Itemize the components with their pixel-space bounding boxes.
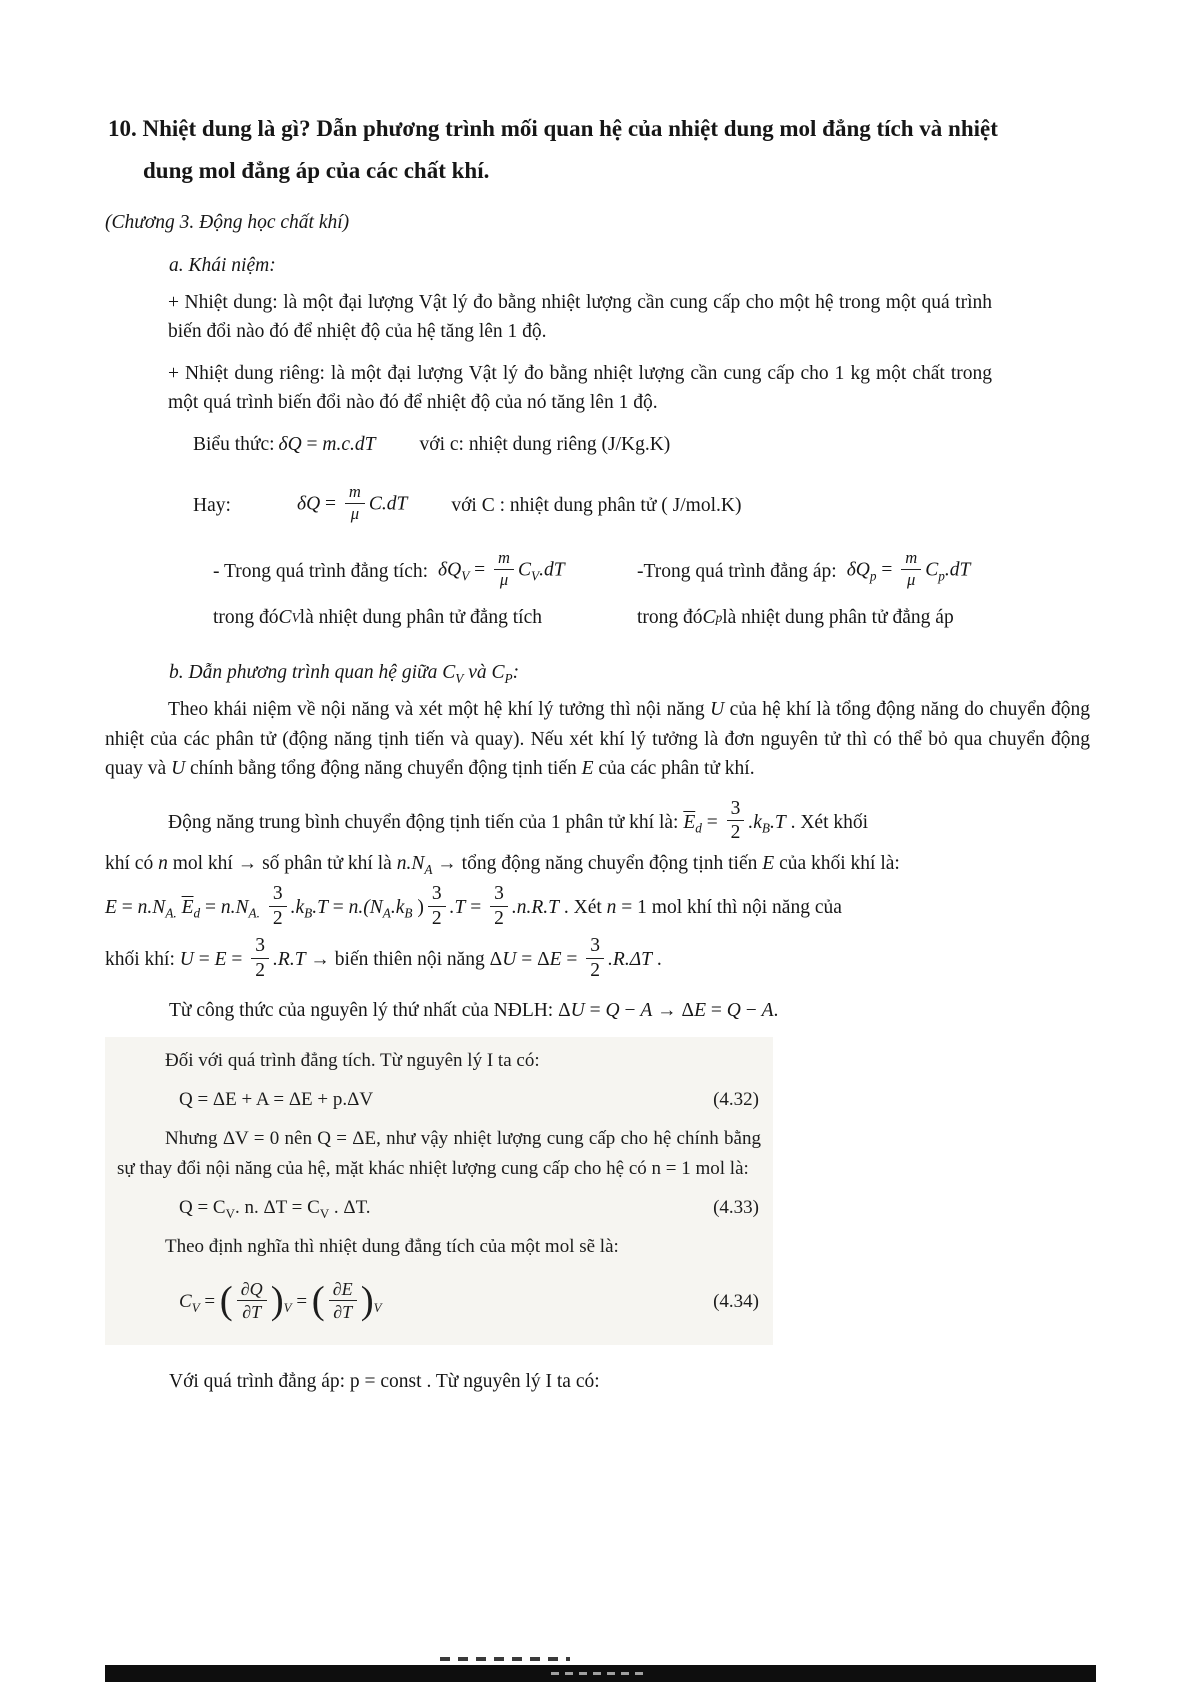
- formula-notes-row: [213, 603, 1090, 632]
- equation-4-32: Q = ΔE + A = ΔE + p.ΔV: [179, 1089, 374, 1111]
- chapter-note: (Chương 3. Động học chất khí): [105, 212, 350, 233]
- formula-isobaric: [637, 547, 1090, 591]
- formula-note-isobaric: trong đó C p là nhiệt dung phân tử đẳng áp: [637, 607, 954, 628]
- equation-number-4-32: (4.32): [713, 1089, 759, 1111]
- formula-isobaric-label: -Trong quá trình đẳng áp:: [637, 560, 837, 582]
- formula-bieu-thuc-math: δQ = m.c.dT: [278, 434, 376, 455]
- formula-isochoric-math: $\delta Q_V$ = $\frac{m}{\mu}$ $C_V.dT$: [438, 547, 565, 589]
- equation-number-4-34: (4.34): [713, 1291, 759, 1313]
- formula-hay-row: [193, 481, 1090, 529]
- isochoric-paragraph: Nhưng ΔV = 0 nên Q = ΔE, như vậy nhiệt lượng cung cấp cho hệ chính bằng sự thay đổi nội năng của hệ, mặt khác nhiệt lượng cung cấp cho hệ có n = 1 mol là:: [117, 1128, 761, 1180]
- question-title: 10. Nhiệt dung là gì? Dẫn phương trình mối quan hệ của nhiệt dung mol đẳng tích và nhiệt dung mol đẳng áp của các chất khí.: [108, 116, 998, 183]
- formula-isobaric-math: $\delta Q_p$ = $\frac{m}{\mu}$ $C_p.dT$: [846, 547, 971, 589]
- definition-nhiet-dung-rieng: + Nhiệt dung riêng: là một đại lượng Vật lý đo bằng nhiệt lượng cần cung cấp cho 1 kg một chất trong một quá trình biến đổi nào đó để nhiệt độ của nó tăng lên 1 độ.: [168, 363, 992, 413]
- formula-isochoric-isobaric-row: [213, 547, 1090, 595]
- formula-hay-math: δQ = $\frac{m}{\mu}$ C.dT: [297, 481, 408, 523]
- formula-bieu-thuc-row: [193, 430, 1090, 459]
- equation-4-33: $Q = C_V$. n. $\Delta T = C_V$ . ΔT.: [179, 1197, 371, 1222]
- isobaric-intro-line: [169, 1367, 1090, 1396]
- equation-4-34-row: [179, 1271, 761, 1333]
- math-line-internal-energy: khối khí: U = E = $\frac{3}{2}$ .R.T → biến thiên nội năng ΔU = ΔE = $\frac{3}{2}$ .R.ΔT .: [105, 934, 662, 981]
- equation-4-33-row: [179, 1193, 761, 1223]
- scanned-derivation-block: [105, 1037, 773, 1345]
- equation-number-4-33: (4.33): [713, 1197, 759, 1219]
- formula-isochoric-label: - Trong quá trình đẳng tích:: [213, 560, 429, 582]
- scan-artifact-specks: [551, 1672, 643, 1675]
- paragraph-first-law: Từ công thức của nguyên lý thứ nhất của NĐLH: ΔU = Q − A → ΔE = Q − A.: [169, 1000, 779, 1022]
- isobaric-intro-part2: . Từ nguyên lý I ta có:: [421, 1371, 600, 1393]
- isochoric-intro: Đối với quá trình đẳng tích. Từ nguyên lý I ta có:: [165, 1050, 540, 1072]
- isobaric-intro-part1: Với quá trình đẳng áp: p = const: [169, 1371, 422, 1393]
- section-a-heading: a. Khái niệm:: [169, 255, 276, 276]
- scan-artifact-bar: [105, 1665, 1096, 1682]
- math-line-kinetic-energy: Động năng trung bình chuyển động tịnh tiến của 1 phân tử khí là: $\overline{E}_d$ = $\frac{3}{2}$ $.k_B.T$ . Xét khối: [168, 797, 869, 844]
- section-b-heading: b. Dẫn phương trình quan hệ giữa $C_V$ và $C_P$:: [169, 662, 520, 686]
- formula-hay-note: với C : nhiệt dung phân tử ( J/mol.K): [451, 494, 742, 516]
- math-line-total-energy: $E = n.N_{A.}$ $\overline{E}_d = n.N_{A.}$ $\frac{3}{2}$ $.k_B.T = n.(N_A.k_B$ ) $\frac{3}{2}$ .T = $\frac{3}{2}$ .n.R.T . Xét n = 1 mol khí thì nội năng của: [105, 883, 842, 929]
- formula-note-isochoric: trong đó C V là nhiệt dung phân tử đẳng tích: [213, 607, 543, 628]
- equation-4-34: $C_V$ = ( $\frac{\partial Q}{\partial T}$ )$_V$ = ( $\frac{\partial E}{\partial T}$ )$_V$: [179, 1278, 382, 1322]
- formula-hay-label: Hay:: [193, 494, 231, 516]
- heat-capacity-definition-line: Theo định nghĩa thì nhiệt dung đẳng tích của một mol sẽ là:: [165, 1236, 619, 1258]
- equation-4-32-row: [179, 1085, 761, 1115]
- math-line-mol-count: khí có n mol khí → số phân tử khí là $n.N_A$ → tổng động năng chuyển động tịnh tiến E của khối khí là:: [105, 853, 900, 878]
- formula-bieu-thuc-label: Biểu thức:: [193, 434, 275, 455]
- definition-nhiet-dung: + Nhiệt dung: là một đại lượng Vật lý đo bằng nhiệt lượng cần cung cấp cho một hệ trong một quá trình biến đổi nào đó để nhiệt độ của hệ tăng lên 1 độ.: [168, 292, 992, 342]
- formula-isochoric: [213, 547, 637, 591]
- scan-artifact-dashes: [440, 1657, 570, 1661]
- paragraph-noi-nang: Theo khái niệm về nội năng và xét một hệ khí lý tưởng thì nội năng U của hệ khí là tổng động năng do chuyển động nhiệt của các phân tử (động năng tịnh tiến và quay). Nếu xét khí lý tưởng là đơn nguyên tử thì có thể bỏ qua chuyển động quay và U chính bằng tổng động năng chuyển động tịnh tiến E của các phân tử khí.: [105, 699, 1091, 779]
- formula-bieu-thuc-note: với c: nhiệt dung riêng (J/Kg.K): [419, 434, 671, 455]
- document-page: [105, 108, 1090, 1396]
